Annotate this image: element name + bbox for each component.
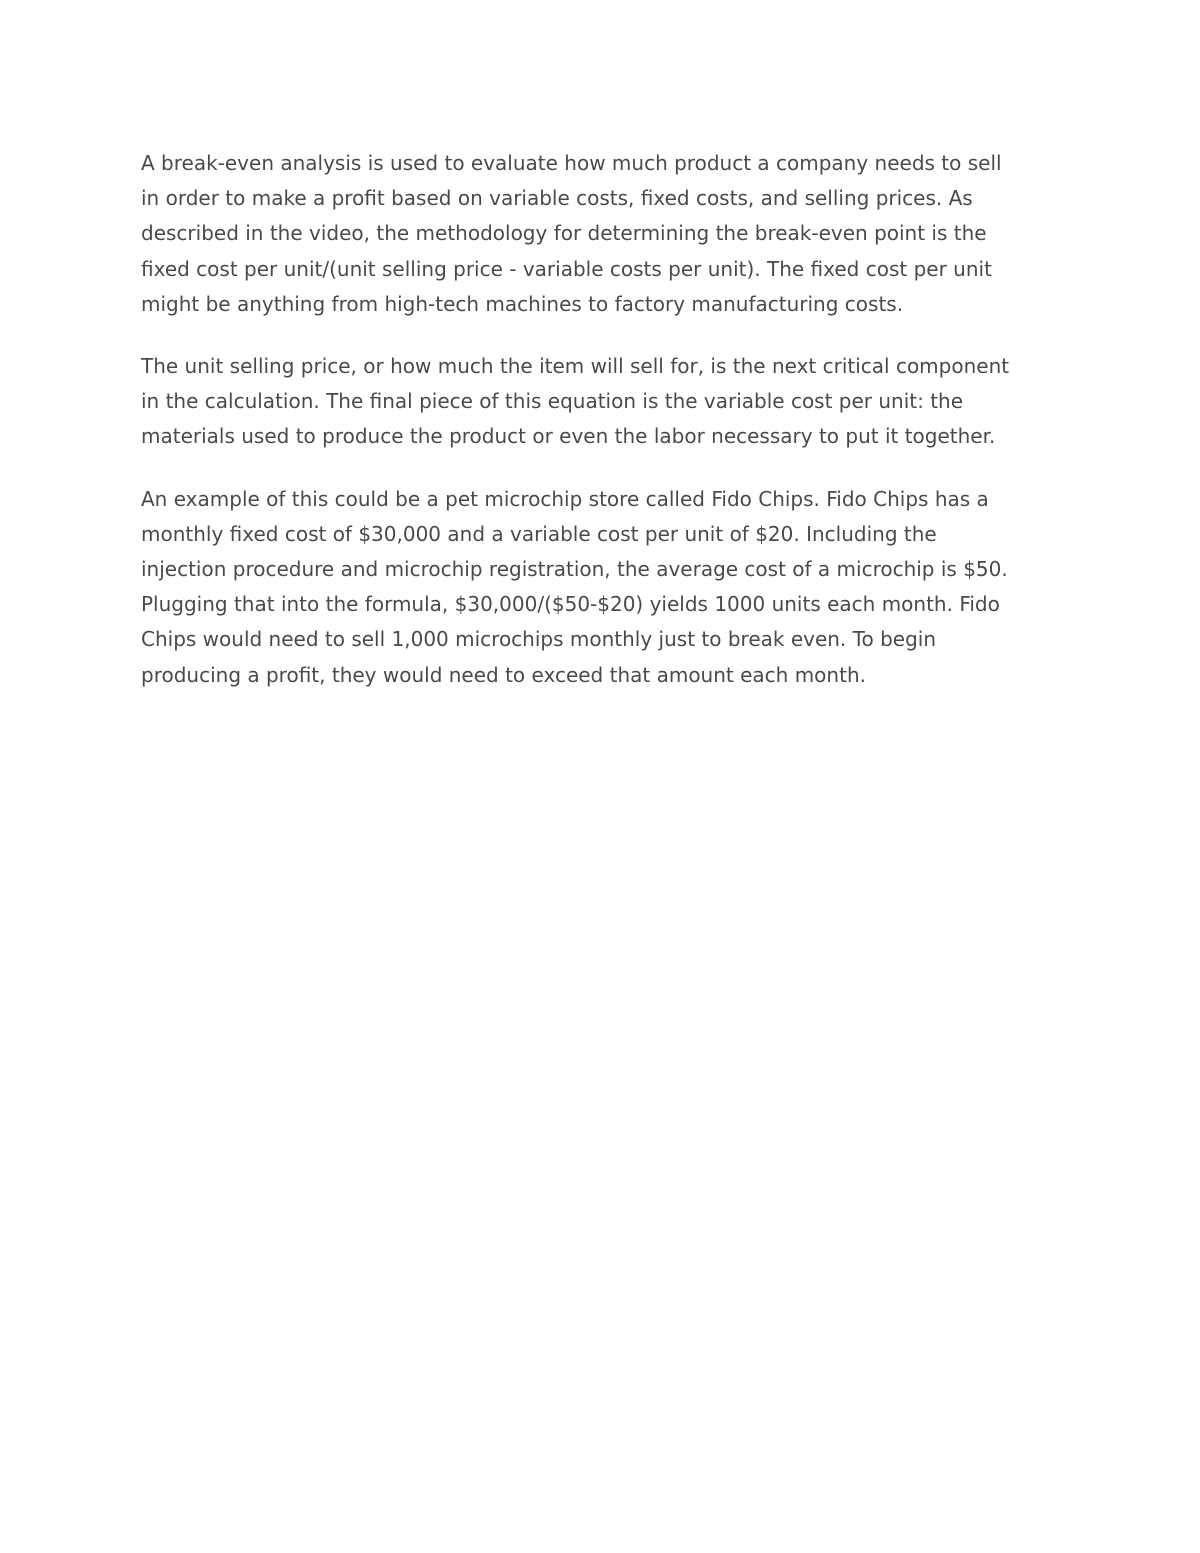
text-line: fixed cost per unit/(unit selling price - variable costs per unit). The fixed cost per unit: [141, 256, 992, 281]
text-line: in order to make a profit based on variable costs, fixed costs, and selling prices. As: [141, 186, 973, 211]
paragraph-2: [141, 349, 1061, 455]
text-line: monthly fixed cost of $30,000 and a variable cost per unit of $20. Including the: [141, 521, 937, 546]
text-line: described in the video, the methodology for determining the break-even point is the: [141, 221, 987, 246]
paragraph-1: [141, 146, 1061, 322]
text-line: Plugging that into the formula, $30,000/($50-$20) yields 1000 units each month. Fido: [141, 592, 1000, 617]
text-line: The unit selling price, or how much the item will sell for, is the next critical component: [141, 354, 1010, 379]
text-line: injection procedure and microchip registration, the average cost of a microchip is $50.: [141, 557, 1008, 582]
text-line: Chips would need to sell 1,000 microchips monthly just to break even. To begin: [141, 627, 936, 652]
text-line: An example of this could be a pet microchip store called Fido Chips. Fido Chips has a: [141, 486, 989, 511]
text-line: might be anything from high-tech machines to factory manufacturing costs.: [141, 291, 904, 316]
text-line: materials used to produce the product or even the labor necessary to put it together.: [141, 424, 996, 449]
text-line: in the calculation. The final piece of this equation is the variable cost per unit: the: [141, 389, 964, 414]
paragraph-3: [141, 482, 1061, 693]
text-line: A break-even analysis is used to evaluate how much product a company needs to sell: [141, 151, 1002, 175]
text-line: producing a profit, they would need to exceed that amount each month.: [141, 662, 866, 687]
document-body: [141, 146, 1061, 720]
